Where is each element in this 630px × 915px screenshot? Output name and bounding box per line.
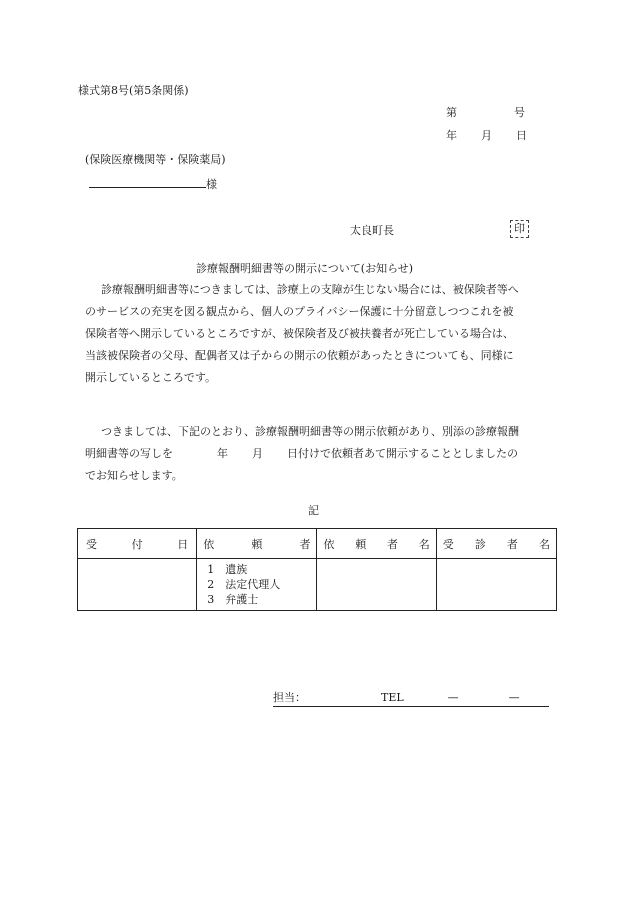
notice-title: 診療報酬明細書等の開示について(お知らせ)	[196, 262, 414, 275]
cell-reception-date	[78, 559, 197, 611]
requester-option: 1 遺族	[207, 563, 248, 576]
requester-option: 2 法定代理人	[207, 578, 281, 591]
recipient-honorific: 様	[206, 178, 217, 191]
paragraph-1-line: のサービスの充実を図る観点から、個人のプライバシー保護に十分留意しつつこれを被	[85, 305, 514, 318]
contact-label: 担当：	[273, 691, 306, 704]
document-date	[446, 129, 527, 143]
paragraph-2	[85, 421, 519, 487]
paragraph-1-line: 保険者等へ開示しているところですが、被保険者及び被扶養者が死亡している場合は、	[85, 327, 514, 340]
table-row	[78, 559, 557, 611]
date-year: 年	[446, 129, 457, 142]
contact-dash-2: —	[508, 691, 520, 704]
date-day: 日	[516, 129, 527, 142]
paragraph-2-line	[85, 443, 519, 465]
cell-patient-name	[436, 559, 556, 611]
disclosure-date-month: 月	[252, 447, 263, 460]
header-requester: 依 頼 者	[197, 529, 317, 559]
contact-dash-1: —	[447, 691, 459, 704]
contact-line	[273, 690, 549, 707]
recipient-line	[89, 177, 217, 192]
header-reception-date: 受 付 日	[78, 529, 197, 559]
table-header-row	[78, 529, 557, 559]
doc-number-prefix: 第	[446, 106, 457, 119]
recipient-type: (保険医療機関等・保険薬局)	[85, 153, 226, 166]
date-month: 月	[481, 129, 492, 142]
recipient-name-blank	[89, 177, 206, 188]
ki-heading: 記	[308, 504, 319, 517]
disclosure-date-year: 年	[217, 447, 228, 460]
cell-requester-options	[197, 559, 317, 611]
requester-option: 3 弁護士	[207, 593, 259, 606]
seal-mark: 印	[510, 220, 529, 238]
paragraph-2-line: でお知らせします。	[85, 469, 183, 482]
paragraph-1-line: 当該被保険者の父母、配偶者又は子からの開示の依頼があったときについても、同様に	[85, 349, 514, 362]
doc-number-suffix: 号	[514, 106, 525, 119]
sender: 太良町長	[350, 224, 394, 237]
cell-requester-name	[317, 559, 436, 611]
paragraph-2-line: つきましては、下記のとおり、診療報酬明細書等の開示依頼があり、別添の診療報酬	[101, 425, 519, 438]
form-number: 様式第8号(第5条関係)	[78, 84, 189, 97]
paragraph-1-line: 診療報酬明細書等につきましては、診療上の支障が生じない場合には、被保険者等へ	[101, 283, 519, 296]
disclosure-table	[77, 528, 557, 611]
contact-tel-label: TEL	[381, 691, 404, 704]
header-requester-name: 依 頼 者 名	[317, 529, 436, 559]
header-patient-name: 受 診 者 名	[436, 529, 556, 559]
disclosure-date-day: 日付けで依頼者あて開示することとしましたの	[287, 447, 518, 460]
paragraph-1-line: 開示しているところです。	[85, 371, 217, 384]
paragraph-1	[85, 279, 519, 389]
document-number	[446, 106, 525, 120]
paragraph-2-text: 明細書等の写しを	[85, 447, 173, 460]
